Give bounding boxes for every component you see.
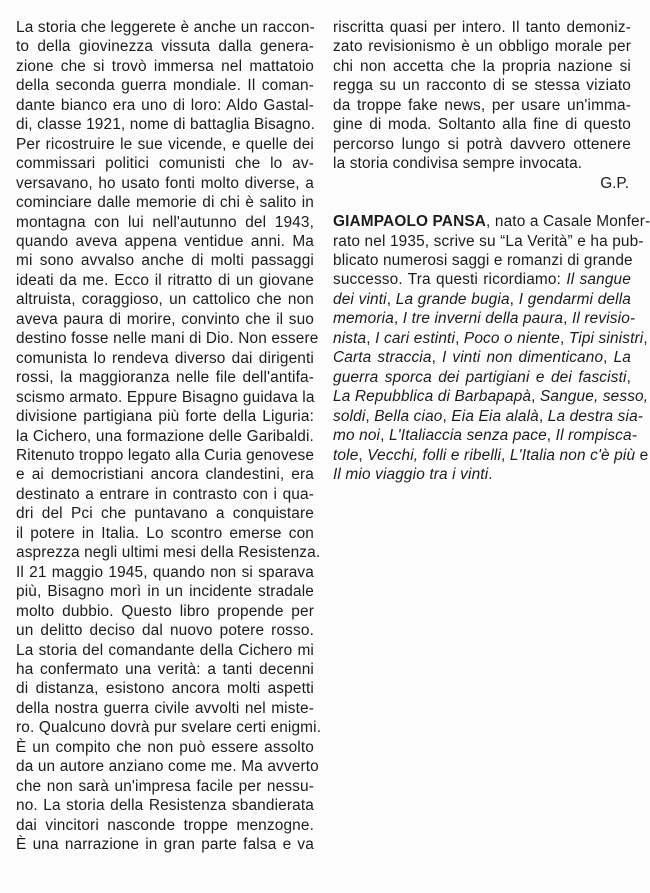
bio-text: rato nel 1935, scrive su “La Verità” e ha pub- <box>333 232 644 250</box>
book-title: La destra sia- <box>547 407 644 425</box>
text-line: scismo armato. Eppure Bisagno guidava la <box>16 388 315 406</box>
bio-line <box>333 232 644 251</box>
text-line: il potere in Italia. Lo scontro emerse con <box>16 524 314 542</box>
preface-left-column <box>16 18 322 854</box>
text-line: di distanza, esistono ancora molti aspetti <box>16 680 314 698</box>
bio-text: , <box>643 329 648 347</box>
text-line: la Cichero, una formazione delle Garibaldi. <box>16 427 314 445</box>
bio-text: , <box>431 349 442 367</box>
bio-text: , <box>603 349 614 367</box>
bio-line <box>333 348 631 367</box>
bio-text: , <box>563 310 572 328</box>
text-line: dante bianco era uno di loro: Aldo Gastal- <box>16 96 314 114</box>
book-title: Il mio viaggio tra i vinti <box>333 465 489 483</box>
bio-text: , <box>386 290 396 308</box>
book-title: La Repubblica di Barbapapà <box>333 388 532 406</box>
book-title: dei vinti <box>333 290 387 308</box>
bio-line <box>333 465 631 484</box>
book-title: I gendarmi della <box>518 290 631 308</box>
book-title: Il sangue <box>566 271 631 289</box>
bio-text: , <box>393 310 403 328</box>
bio-text: , <box>455 329 464 347</box>
book-title: Sangue, sesso, <box>540 388 649 406</box>
text-line: La storia del comandante della Cichero mi <box>16 641 314 659</box>
book-title: Tipi sinistri <box>568 329 644 347</box>
book-title: Il revisio- <box>571 310 636 328</box>
text-line: destinato a entrare in contrasto con i qua- <box>16 485 314 503</box>
text-line: no. La storia della Resistenza sbandierata <box>16 797 314 815</box>
book-title: mo noi <box>333 427 381 445</box>
bio-line <box>333 329 648 348</box>
text-line: un delitto deciso dal nuovo potere rosso. <box>16 622 314 640</box>
text-line: commissari politici comunisti che lo av- <box>16 155 314 173</box>
book-title: guerra sporca dei partigiani e dei fascisti <box>333 368 627 386</box>
author-name: GIAMPAOLO PANSA <box>333 213 487 231</box>
author-signature: G.P. <box>600 174 629 192</box>
bio-line <box>333 251 631 270</box>
text-line: Per ricostruire le sue vicende, e quelle dei <box>16 135 314 153</box>
text-line: percorso lungo si potrà davvero ottenere <box>333 135 631 153</box>
book-title: La <box>613 349 631 367</box>
bio-text: blicato numerosi saggi e romanzi di grande <box>333 251 633 269</box>
bio-text: , <box>358 446 368 464</box>
text-line: gine di moda. Soltanto alla fine di questo <box>333 116 631 134</box>
text-line: È un compito che non può essere assolto <box>16 738 314 756</box>
bio-text: , <box>380 427 389 445</box>
bio-text: , <box>501 446 510 464</box>
bio-text: . <box>488 465 493 483</box>
text-line: ro. Qualcuno dovrà pur svelare certi enigmi. <box>16 719 322 737</box>
book-title: tole <box>333 446 359 464</box>
text-line: regga su un racconto di se stessa viziato <box>333 77 631 95</box>
bio-line <box>333 387 649 406</box>
text-line: zione che si trovò immersa nel mattatoio <box>16 57 314 75</box>
bio-text: e <box>635 446 649 464</box>
text-line: rossi, la maggioranza nelle file dell'antifa- <box>16 369 314 387</box>
text-line: altruista, coraggioso, un cattolico che non <box>16 291 314 309</box>
text-line: aveva paura di morire, convinto che il suo <box>16 310 314 328</box>
text-line: Il 21 maggio 1945, quando non si sparava <box>16 563 314 581</box>
book-title: I cari estinti <box>375 329 456 347</box>
bio-line <box>333 407 644 426</box>
text-line: ha confermato una verità: a tanti decenni <box>16 660 314 678</box>
text-line: La storia che leggerete è anche un raccon- <box>16 19 315 36</box>
bio-text: , <box>546 427 556 445</box>
text-line: versavano, ho usato fonti molto diverse, a <box>16 174 314 192</box>
bio-line <box>333 368 631 387</box>
bio-line <box>333 270 631 289</box>
book-title: Poco o niente <box>463 329 560 347</box>
book-title: I tre inverni della paura <box>402 310 564 328</box>
text-line: da troppe fake news, per usare un'imma- <box>333 96 631 114</box>
bio-text: , <box>626 368 631 386</box>
book-title: nista <box>333 329 367 347</box>
bio-text: , <box>509 290 519 308</box>
book-title: L'Italia non c'è più <box>509 446 636 464</box>
text-line: È una narrazione in gran parte falsa e va <box>16 836 314 854</box>
bio-text: , nato a Casale Monfer- <box>486 213 650 231</box>
book-title: Carta straccia <box>333 349 432 367</box>
text-line: riscritta quasi per intero. Il tanto demoniz- <box>333 19 631 36</box>
preface-continuation <box>333 18 631 174</box>
text-line: di, classe 1921, nome di battaglia Bisagno. <box>16 116 316 134</box>
bio-line <box>333 426 637 445</box>
text-line: molto dubbio. Questo libro propende per <box>16 602 314 620</box>
book-title: Vecchi, folli e ribelli <box>367 446 502 464</box>
text-line: divisione partigiana più forte della Liguria: <box>16 408 314 426</box>
text-line: to della giovinezza vissuta dalla genera- <box>16 38 314 56</box>
text-line: della seconda guerra mondiale. Il coman- <box>16 77 314 95</box>
book-title: Eia Eia alalà <box>451 407 539 425</box>
bio-line <box>333 290 631 309</box>
text-line: cominciare dalle memorie di chi è salito in <box>16 194 314 212</box>
bio-text: , <box>442 407 452 425</box>
text-line: comunista lo rendeva diverso dai dirigenti <box>16 349 314 367</box>
text-line: dri del Pci che puntavano a conquistare <box>16 505 314 523</box>
text-line: ideati da me. Ecco il ritratto di un giovane <box>16 271 314 289</box>
text-line: e ai democristiani ancora clandestini, era <box>16 466 314 484</box>
bio-text: , <box>538 407 548 425</box>
book-title: La grande bugia <box>395 290 510 308</box>
text-line: della nostra guerra civile avvolti nel miste- <box>16 699 314 717</box>
book-title: Bella ciao <box>374 407 443 425</box>
text-line: montagna con lui nell'autunno del 1943, <box>16 213 314 231</box>
book-title: I vinti non dimenticano <box>441 349 604 367</box>
book-title: L'Italiaccia senza pace <box>388 427 547 445</box>
text-line: Ritenuto troppo legato alla Curia genovese <box>16 446 315 464</box>
preface-right-column <box>333 18 650 484</box>
text-line: quando aveva appena ventidue anni. Ma <box>16 232 314 250</box>
text-line: da un autore anziano come me. Ma avverto <box>16 758 319 776</box>
bio-text: , <box>366 329 376 347</box>
bio-text: successo. Tra questi ricordiamo: <box>333 271 567 289</box>
bio-line <box>333 446 649 465</box>
text-line: asprezza negli ultimi mesi della Resistenza. <box>16 544 321 562</box>
book-title: Il rompisca- <box>555 427 637 445</box>
text-line: chi non accetta che la propria nazione si <box>333 57 631 75</box>
book-title: soldi <box>333 407 366 425</box>
text-line: destino fosse nelle mani di Dio. Non essere <box>16 330 319 348</box>
text-line: zato revisionismo è un obbligo morale per <box>333 38 631 56</box>
bio-text: , <box>365 407 375 425</box>
text-line: che non sarà un'impresa facile per nessu- <box>16 777 314 795</box>
book-title: memoria <box>333 310 394 328</box>
text-line: dai vincitori nasconde troppe menzogne. <box>16 816 314 834</box>
bio-line <box>333 309 636 328</box>
author-bio <box>333 212 650 484</box>
text-line: mi sono avvalso anche di molti passaggi <box>16 252 314 270</box>
text-line: la storia condivisa sempre invocata. <box>333 155 583 173</box>
text-line: più, Bisagno morì in un incidente stradale <box>16 583 314 601</box>
bio-text: , <box>560 329 569 347</box>
bio-line <box>333 212 650 231</box>
bio-text: , <box>531 388 540 406</box>
